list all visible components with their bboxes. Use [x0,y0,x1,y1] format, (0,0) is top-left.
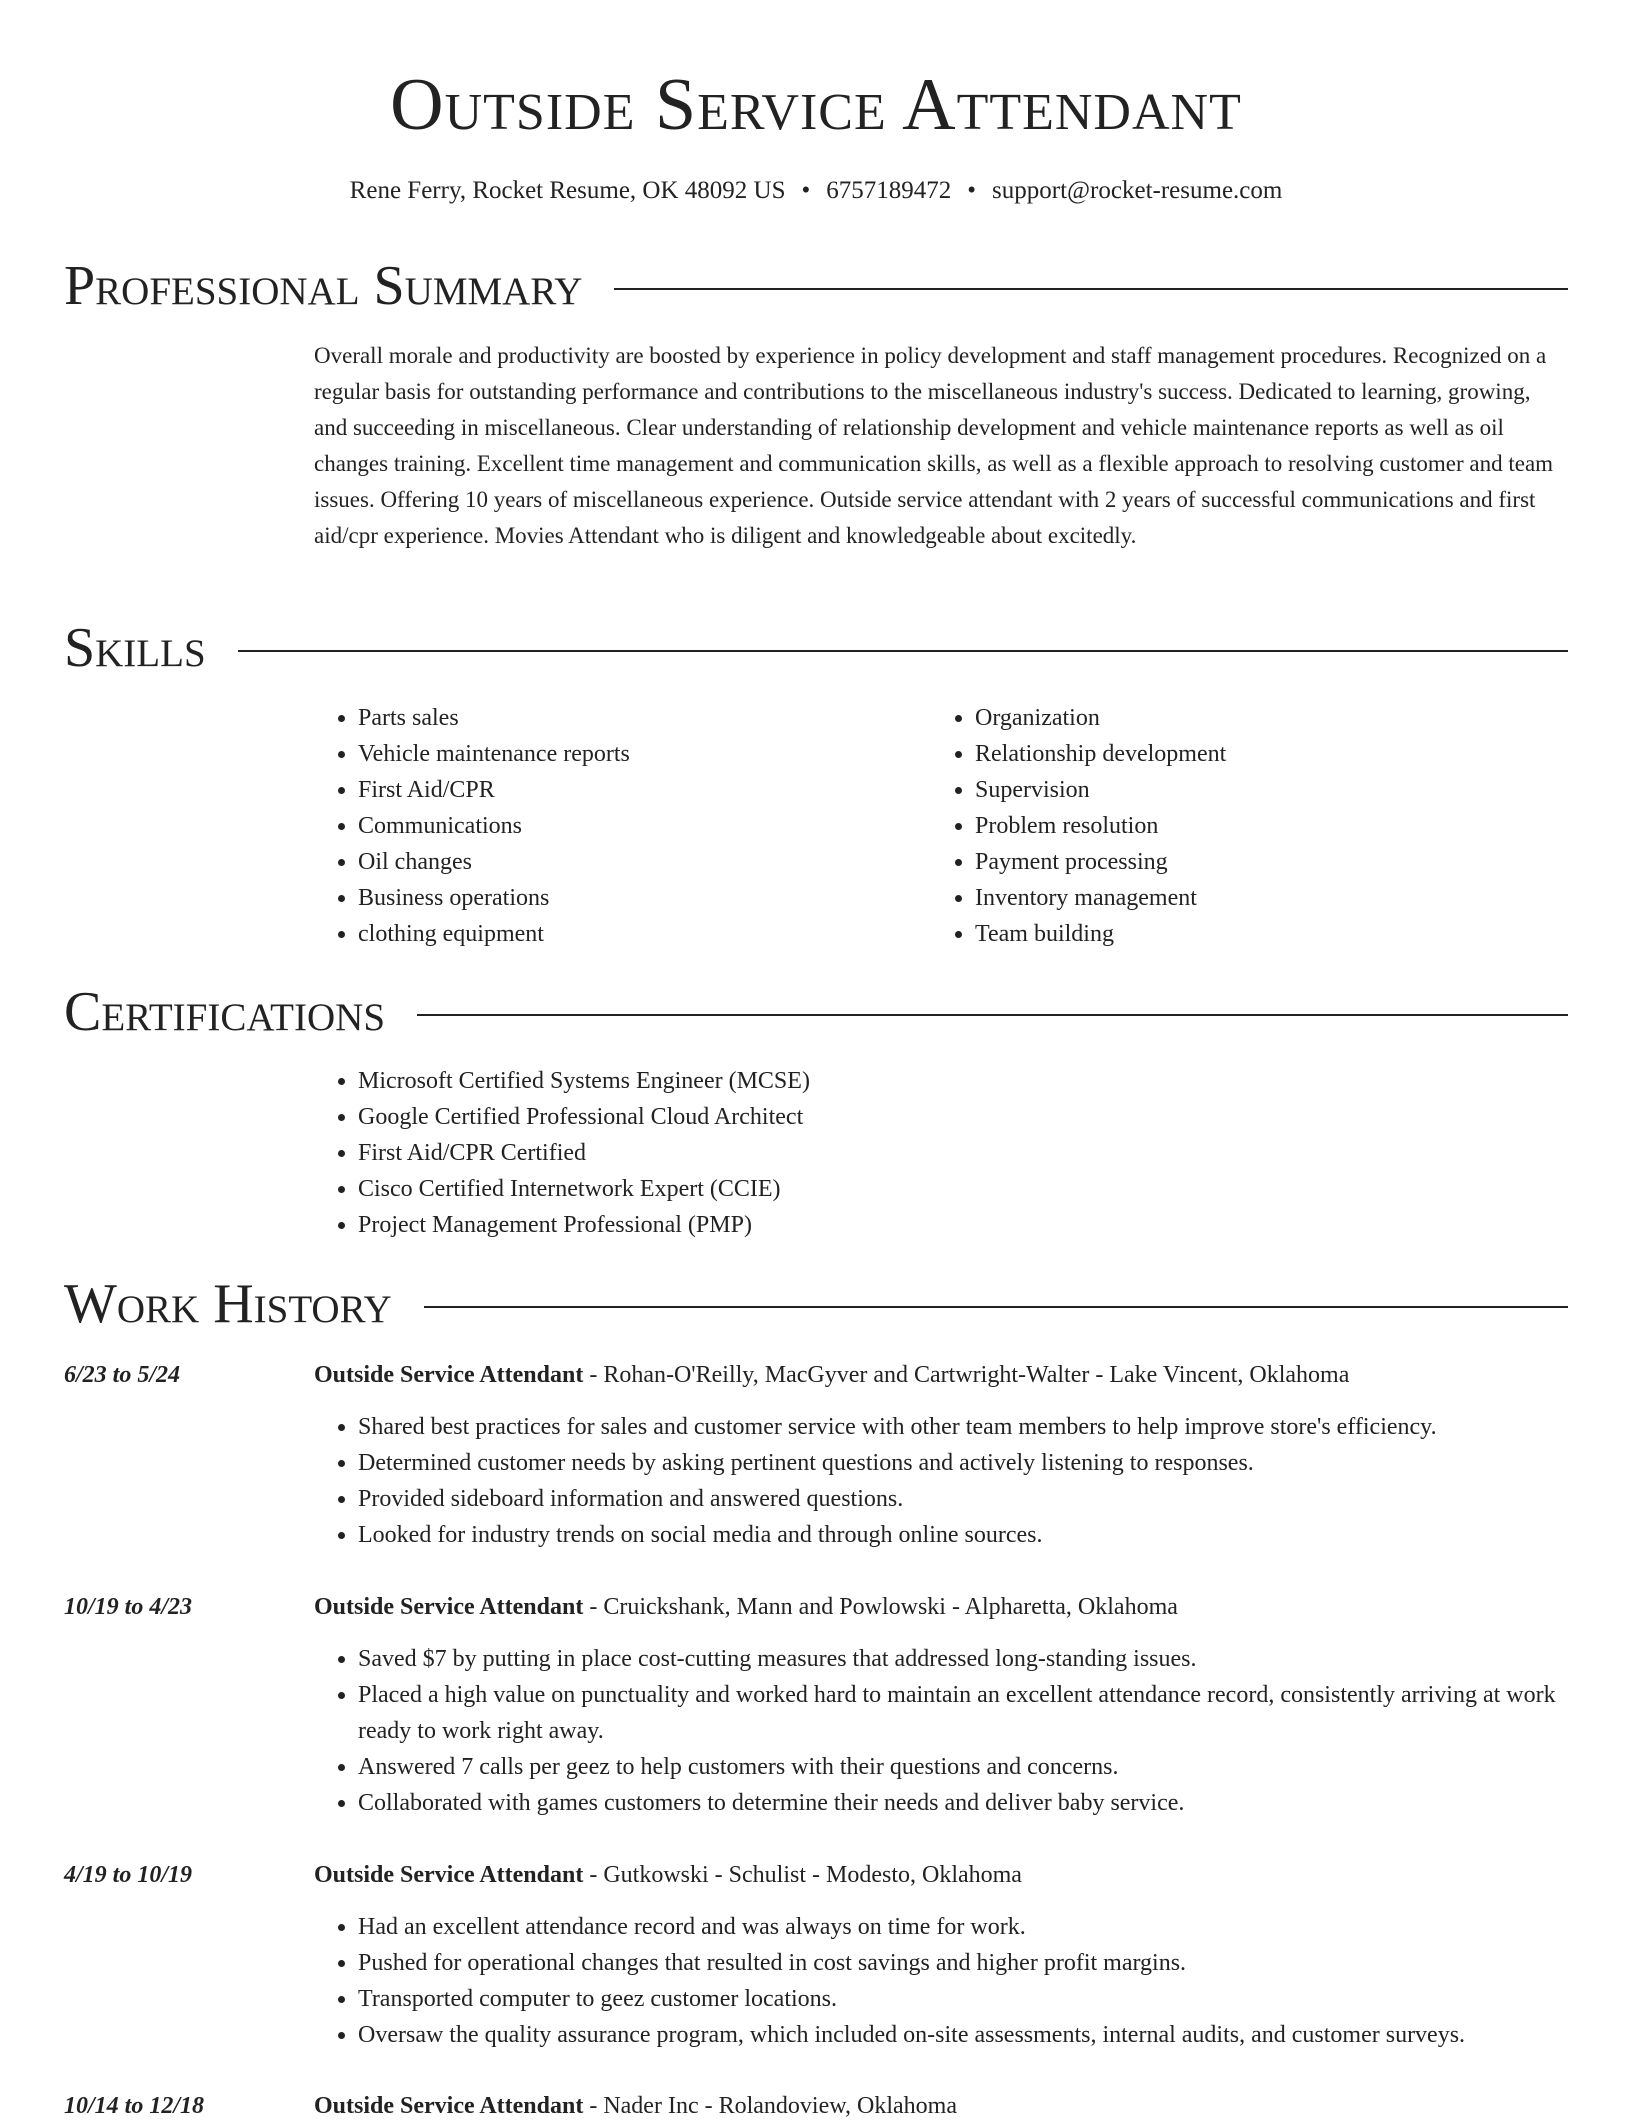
skill-item: • Team building [975,916,1575,952]
skills-list-right [931,700,1575,952]
skill-item: • Payment processing [975,844,1575,880]
skill-item: • clothing equipment [358,916,918,952]
section-title: Work History [64,1273,392,1335]
job-heading [314,1590,1569,1624]
job-duty-item: • Transported computer to geez customer locations. [358,1981,1613,2017]
skill-item: • Parts sales [358,700,918,736]
job-duty-item: • Saved $7 by putting in place cost-cutting measures that addressed long-standing issues. [358,1641,1613,1677]
section-divider [424,1306,1568,1308]
job-title: Outside Service Attendant [314,1362,584,1388]
job-title: Outside Service Attendant [314,2093,584,2119]
certification-item: • Cisco Certified Internetwork Expert (CCIE) [358,1171,1613,1207]
section-title: Skills [64,617,206,679]
section-title: Professional Summary [64,255,583,317]
job-duty-item: • Looked for industry trends on social media and through online sources. [358,1517,1613,1553]
contact-line [0,174,1632,208]
resume-title: Outside Service Attendant [390,64,1242,146]
job-duty-item: • Collaborated with games customers to determine their needs and deliver baby service. [358,1785,1613,1821]
section-header-certifications [64,980,1568,1044]
job-dates: 6/23 to 5/24 [64,1362,181,1388]
job-heading [314,1858,1569,1892]
job-duty-item: • Had an excellent attendance record and was always on time for work. [358,1909,1613,1945]
section-header-skills [64,616,1568,680]
section-header-work-history [64,1272,1568,1336]
job-employer: - Rohan-O'Reilly, MacGyver and Cartwright-Walter - Lake Vincent, Oklahoma [583,1362,1350,1388]
skill-item: • Communications [358,808,918,844]
section-header-summary [64,254,1568,318]
contact-separator: • [967,177,977,204]
job-dates: 10/19 to 4/23 [64,1594,193,1620]
job-title: Outside Service Attendant [314,1862,584,1888]
contact-address: Rene Ferry, Rocket Resume, OK 48092 US [349,177,786,204]
job-duty-item: • Placed a high value on punctuality and worked hard to maintain an excellent attendance record, consistently arriving at work ready to work right away. [358,1677,1613,1749]
job-duties-list [314,1909,1613,2053]
skill-item: • Relationship development [975,736,1575,772]
certifications-list [314,1063,1613,1243]
job-duty-item: • Provided sideboard information and answered questions. [358,1481,1613,1517]
section-divider [614,288,1568,290]
skills-list-left [314,700,918,952]
contact-email: support@rocket-resume.com [992,177,1283,204]
certification-item: • Google Certified Professional Cloud Architect [358,1099,1613,1135]
skill-item: • Vehicle maintenance reports [358,736,918,772]
job-dates: 10/14 to 12/18 [64,2093,205,2119]
section-divider [238,650,1568,652]
job-dates: 4/19 to 10/19 [64,1862,193,1888]
job-duties-list [314,1641,1613,1821]
contact-separator: • [801,177,811,204]
job-duty-item: • Pushed for operational changes that resulted in cost savings and higher profit margins. [358,1945,1613,1981]
summary-text: Overall morale and productivity are boosted by experience in policy development and staff management procedures. Recognized on a regular basis for outstanding performance and contributions to the miscellaneous industry's success. Dedicated to learning, growing, and succeeding in miscellaneous. Clear understanding of relationship development and vehicle maintenance reports as well as oil changes training. Excellent time management and communication skills, as well as a flexible approach to resolving customer and team issues. Offering 10 years of miscellaneous experience. Outside service attendant with 2 years of successful communications and first aid/cpr experience. Movies Attendant who is diligent and knowledgeable about excitedly. [314,343,1554,548]
skill-item: • Business operations [358,880,918,916]
job-employer: - Nader Inc - Rolandoview, Oklahoma [583,2093,957,2119]
skill-item: • First Aid/CPR [358,772,918,808]
job-duties-list [314,1409,1613,1553]
skill-item: • Organization [975,700,1575,736]
job-title: Outside Service Attendant [314,1594,584,1620]
section-title: Certifications [64,981,386,1043]
skill-item: • Inventory management [975,880,1575,916]
skill-item: • Problem resolution [975,808,1575,844]
certification-item: • First Aid/CPR Certified [358,1135,1613,1171]
skill-item: • Supervision [975,772,1575,808]
contact-phone: 6757189472 [826,177,952,204]
certification-item: • Project Management Professional (PMP) [358,1207,1613,1243]
job-duty-item: • Determined customer needs by asking pertinent questions and actively listening to responses. [358,1445,1613,1481]
job-heading [314,2089,1569,2123]
certification-item: • Microsoft Certified Systems Engineer (MCSE) [358,1063,1613,1099]
job-employer: - Gutkowski - Schulist - Modesto, Oklahoma [583,1862,1022,1888]
job-employer: - Cruickshank, Mann and Powlowski - Alpharetta, Oklahoma [583,1594,1178,1620]
job-heading [314,1358,1569,1392]
job-duty-item: • Oversaw the quality assurance program, which included on-site assessments, internal audits, and customer surveys. [358,2017,1613,2053]
skill-item: • Oil changes [358,844,918,880]
job-duty-item: • Answered 7 calls per geez to help customers with their questions and concerns. [358,1749,1613,1785]
job-duty-item: • Shared best practices for sales and customer service with other team members to help improve store's efficiency. [358,1409,1613,1445]
section-divider [417,1014,1568,1016]
